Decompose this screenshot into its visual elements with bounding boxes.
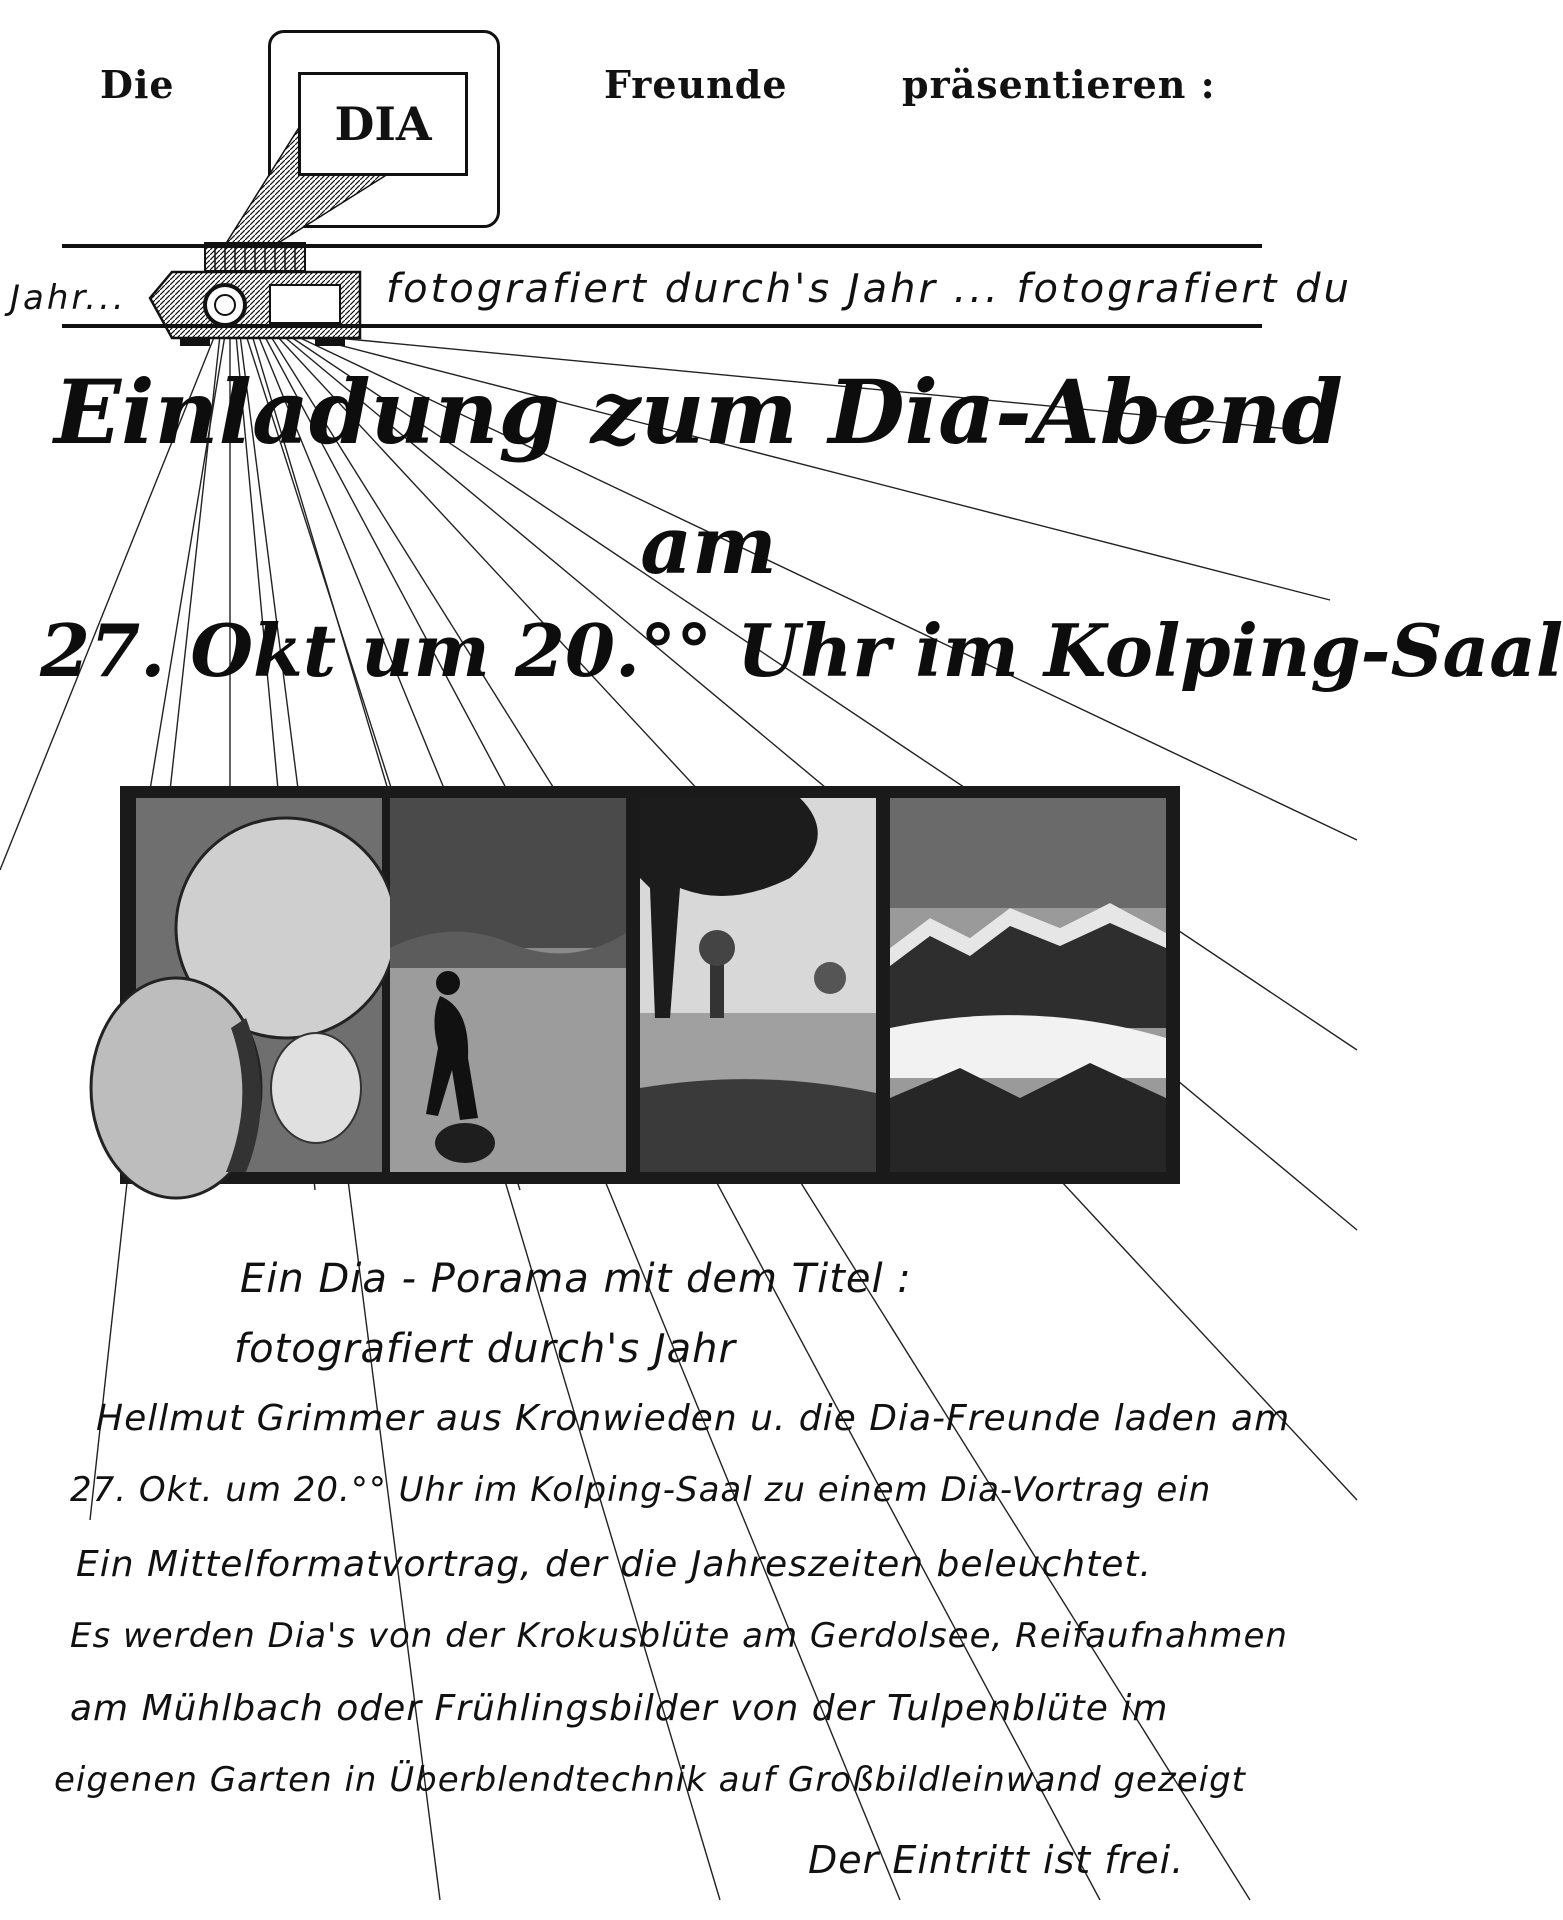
body-line-4: 27. Okt. um 20.°° Uhr im Kolping-Saal zu einem Dia-Vortrag ein xyxy=(70,1470,1212,1510)
child-in-park-photo xyxy=(390,798,626,1172)
band-text-left: Jahr... xyxy=(10,278,127,318)
band-bottom-rule xyxy=(62,324,1262,328)
dia-logo-box xyxy=(298,72,468,176)
tree-meadow-photo xyxy=(640,798,876,1172)
dia-logo-text: DIA xyxy=(334,97,432,151)
band-top-rule xyxy=(62,244,1262,248)
body-line-8: eigenen Garten in Überblendtechnik auf Großbildleinwand gezeigt xyxy=(54,1760,1247,1800)
body-line-3: Hellmut Grimmer aus Kronwieden u. die Dia-Freunde laden am xyxy=(96,1398,1291,1439)
body-line-1: Ein Dia - Porama mit dem Titel : xyxy=(240,1256,912,1302)
title-line-invitation: Einladung zum Dia-Abend xyxy=(54,360,1343,464)
body-line-7: am Mühlbach oder Frühlingsbilder von der Tulpenblüte im xyxy=(70,1688,1169,1729)
body-line-6: Es werden Dia's von der Krokusblüte am Gerdolsee, Reifaufnahmen xyxy=(70,1616,1288,1656)
body-line-2: fotografiert durch's Jahr xyxy=(234,1326,736,1372)
body-line-9: Der Eintritt ist frei. xyxy=(808,1838,1185,1882)
header-word-freunde: Freunde xyxy=(604,62,788,107)
photo-strip xyxy=(120,786,1180,1184)
stone-spheres-photo xyxy=(136,798,382,1172)
body-line-5: Ein Mittelformatvortrag, der die Jahreszeiten beleuchtet. xyxy=(76,1544,1152,1585)
band-text-right: fotografiert durch's Jahr ... fotografiert du xyxy=(386,266,1352,312)
title-line-date-place: 27. Okt um 20.°° Uhr im Kolping-Saal xyxy=(40,608,1563,693)
header-word-praesentieren: präsentieren : xyxy=(902,62,1216,107)
title-line-am: am xyxy=(640,498,777,592)
mountain-range-photo xyxy=(890,798,1166,1172)
header-word-die: Die xyxy=(100,62,175,107)
